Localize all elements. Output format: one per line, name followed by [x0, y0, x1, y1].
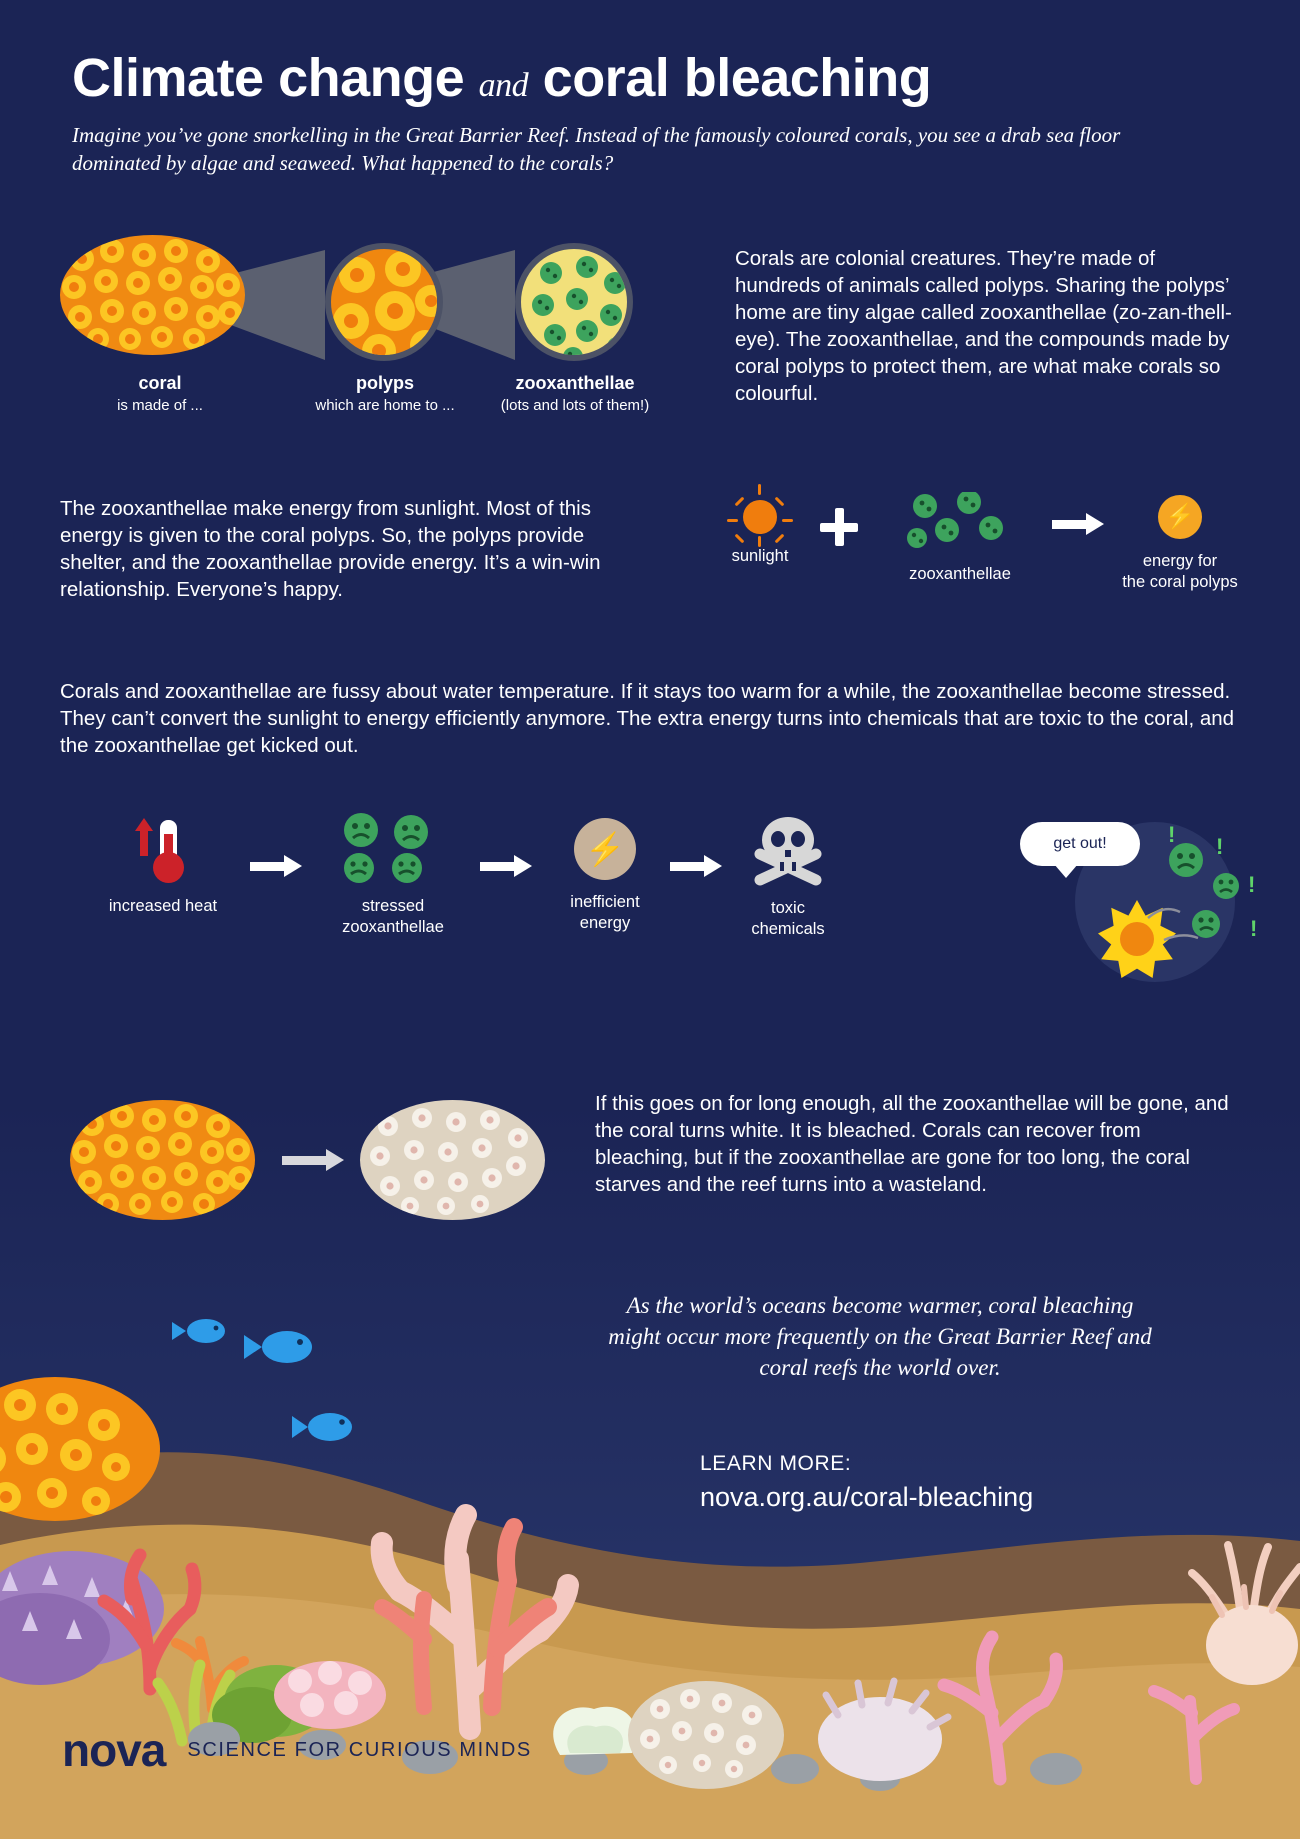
- arrow-right-icon: [1052, 516, 1104, 530]
- skull-icon: [740, 814, 836, 886]
- polyps-circle-icon: [325, 243, 443, 361]
- equation-zooxanthellae: [875, 492, 1045, 585]
- label-polyps: [275, 373, 495, 414]
- fish-icon: [244, 1331, 312, 1363]
- chain-arrow-1: [250, 858, 302, 872]
- closing-quote: As the world’s oceans become warmer, coral bleaching might occur more frequently on the Great Barrier Reef and coral reefs the world over.: [608, 1293, 1152, 1381]
- arrow-right-icon: [250, 858, 302, 872]
- fish-icon: [292, 1413, 352, 1441]
- page-title: [72, 50, 1232, 107]
- stressed-zooxanthellae-icon: [333, 812, 453, 884]
- zooxanthellae-circle-icon: [515, 243, 633, 361]
- chain-toxic-label-2: chemicals: [751, 919, 825, 938]
- equation-energy-label-1: energy for: [1142, 552, 1218, 570]
- chain-stressed-label-1: stressed: [361, 897, 425, 915]
- coral-paragraph: Corals are colonial creatures. They’re made of hundreds of animals called polyps. Sharing the polyps’ home are tiny algae called zooxanthellae (zo-zan-thell-eye). The zooxanthellae, and the compounds made by coral polyps to protect them, are what make corals so colourful.: [735, 247, 1232, 406]
- bleached-coral-icon: [360, 1100, 545, 1220]
- chain-increased-heat: [88, 812, 238, 917]
- chain-inefficient-energy: [530, 818, 680, 933]
- footer: [62, 1723, 532, 1777]
- equation-zooxanthellae-label: zooxanthellae: [909, 565, 1011, 583]
- chain-inefficient-label-2: energy: [579, 913, 631, 932]
- energy-paragraph: The zooxanthellae make energy from sunlight. Most of this energy is given to the coral polyps. So, the polyps provide shelter, and the zooxanthellae provide energy. It’s a win-win relationship. Everyone’s happy.: [60, 497, 601, 602]
- title-part-1: Climate change: [72, 48, 465, 108]
- equation-sunlight-label: sunlight: [731, 547, 789, 565]
- nova-logo: [62, 1723, 165, 1777]
- arrow-right-icon: [480, 858, 532, 872]
- exclamation-icon: !: [1250, 916, 1258, 941]
- label-zooxanthellae-sub: (lots and lots of them!): [500, 397, 650, 414]
- sun-icon: [743, 500, 777, 534]
- coral-blob-icon: [60, 235, 245, 355]
- equation-plus: [820, 508, 858, 546]
- chain-stressed-label-2: zooxanthellae: [342, 917, 444, 936]
- rock: [771, 1754, 819, 1784]
- white-lettuce-coral: [553, 1707, 637, 1755]
- chain-arrow-2: [480, 858, 532, 872]
- page-subtitle: Imagine you’ve gone snorkelling in the Great Barrier Reef. Instead of the famously coloured corals, you see a drab sea floor dominated by algae and seaweed. What happened to the corals?: [72, 122, 1121, 176]
- healthy-coral-icon: [70, 1100, 255, 1220]
- learn-more-url[interactable]: nova.org.au/coral-bleaching: [700, 1482, 1034, 1512]
- equation-sunlight: [700, 500, 820, 567]
- arrow-right-icon: [282, 1152, 344, 1166]
- chain-inefficient-label-1: inefficient: [570, 893, 640, 911]
- title-conjunction: and: [478, 67, 529, 104]
- zooxanthellae-icon: [895, 492, 1025, 552]
- equation-energy: [1115, 495, 1245, 592]
- label-zooxanthellae: [470, 373, 680, 414]
- plus-icon: [820, 508, 858, 546]
- stress-paragraph: Corals and zooxanthellae are fussy about water temperature. If it stays too warm for a while, the zooxanthellae become stressed. They can’t convert the sunlight to energy efficiently anymore. The extra energy turns into chemicals that are toxic to the coral, and the zooxanthellae get kicked out.: [60, 680, 1235, 758]
- chain-toxic-chemicals: [713, 814, 863, 939]
- exclamation-icon: !: [1248, 872, 1256, 897]
- title-part-2: coral bleaching: [542, 48, 932, 108]
- label-coral-title: coral: [138, 373, 182, 393]
- bleaching-paragraph: If this goes on for long enough, all the zooxanthellae will be gone, and the coral turns white. It is bleached. Corals can recover from bleaching, but if the zooxanthellae are gone for too long, the coral starves and the reef turns into a wasteland.: [595, 1092, 1229, 1197]
- speech-bubble: get out!: [1020, 822, 1140, 866]
- learn-more-label: LEARN MORE:: [700, 1452, 852, 1475]
- inefficient-energy-icon: ⚡: [574, 818, 636, 880]
- label-polyps-sub: which are home to ...: [315, 397, 455, 414]
- bleached-dome-coral: [628, 1681, 784, 1789]
- equation-energy-label-2: the coral polyps: [1122, 572, 1238, 591]
- chain-toxic-label-1: toxic: [771, 899, 805, 917]
- exclamation-icon: !: [1216, 834, 1224, 859]
- energy-bolt-icon: ⚡: [1158, 495, 1202, 539]
- exclamation-icon: !: [1168, 822, 1176, 847]
- coral-zoom-diagram: [60, 225, 660, 425]
- footer-tagline: SCIENCE FOR CURIOUS MINDS: [187, 1738, 532, 1761]
- rock: [1030, 1753, 1082, 1785]
- nova-logo-text: nova: [62, 1724, 166, 1776]
- label-zooxanthellae-title: zooxanthellae: [515, 373, 635, 393]
- fish-icon: [172, 1319, 225, 1343]
- bleaching-chain-diagram: [60, 812, 1258, 982]
- bleaching-comparison: [60, 1090, 580, 1250]
- bleaching-arrow: [282, 1152, 344, 1166]
- header: [72, 50, 1232, 177]
- label-coral: [80, 373, 240, 414]
- pink-soft-coral: [274, 1661, 386, 1729]
- chain-increased-heat-label: increased heat: [108, 897, 218, 915]
- energy-equation-diagram: [700, 490, 1240, 640]
- label-polyps-title: polyps: [355, 373, 414, 393]
- thermometer-icon: [133, 812, 193, 884]
- kicked-out-scene: [1020, 812, 1270, 982]
- chain-stressed-zooxanthellae: [318, 812, 468, 937]
- label-coral-sub: is made of ...: [117, 397, 203, 414]
- equation-arrow: [1052, 516, 1104, 530]
